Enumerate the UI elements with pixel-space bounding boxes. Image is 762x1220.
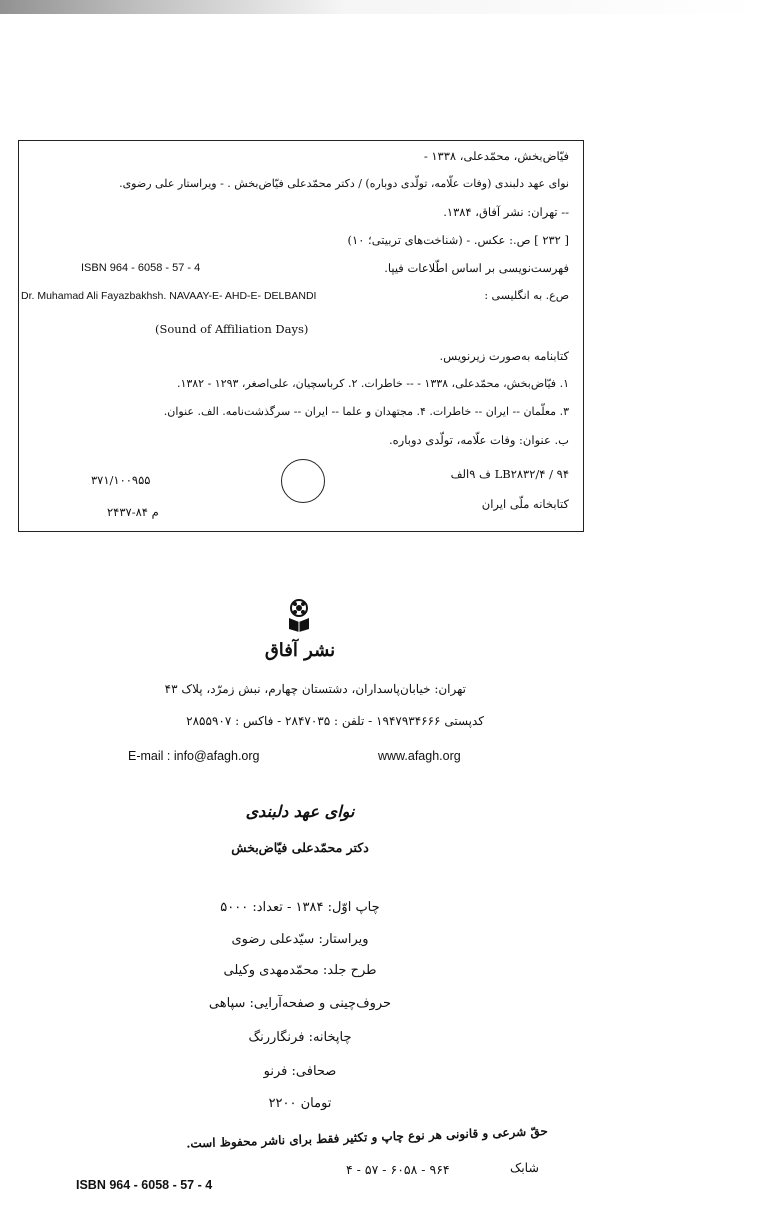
publisher-logo-icon: [286, 598, 312, 636]
cip-pages-line: [ ۲۳۲ ] ص.: عکس. - (شناخت‌های تربیتی؛ ۱۰): [347, 233, 569, 247]
cip-english-subtitle: (Sound of Affiliation Days): [155, 322, 309, 336]
book-printing-house: چاپخانه: فرنگاررنگ: [248, 1030, 352, 1045]
book-binding: صحافی: فرنو: [263, 1064, 337, 1079]
cip-subject-line-1: ۱. فیّاض‌بخش، محمّدعلی، ۱۳۳۸ - -- خاطرات. ۲. کرباسچیان، علی‌اصغر، ۱۲۹۳ - ۱۳۸۲.: [176, 377, 569, 390]
book-isbn: ISBN 964 - 6058 - 57 - 4: [76, 1178, 213, 1192]
cip-national-library: کتابخانه ملّی ایران: [481, 497, 569, 511]
book-shabak-number: ۴ - ۵۷ - ۶۰۵۸ - ۹۶۴: [346, 1162, 450, 1177]
cip-dewey-classification: ۳۷۱/۱۰۰۹۵۵: [91, 473, 151, 487]
book-cover-design: طرح جلد: محمّدمهدی وکیلی: [223, 963, 377, 978]
book-price: ۲۲۰۰ تومان: [268, 1096, 332, 1111]
cip-subject-line-2: ۳. معلّمان -- ایران -- خاطرات. ۴. مجتهدان و علما -- ایران -- سرگذشت‌نامه. الف. عنوان.: [163, 405, 569, 418]
cip-english-title-label: ص‌ع. به انگلیسی :: [484, 289, 569, 302]
book-edition: چاپ اوّل: ۱۳۸۴ - تعداد: ۵۰۰۰: [220, 900, 380, 915]
publisher-address: تهران: خیابان‌پاسداران، دشتستان چهارم، نبش زمرّد، پلاک ۴۳: [164, 682, 466, 696]
publisher-website: www.afagh.org: [378, 749, 461, 763]
cip-fipa-note: فهرست‌نویسی بر اساس اطّلاعات فیپا.: [384, 261, 569, 275]
book-rights-notice: حقّ شرعی و قانونی هر نوع چاپ و تکثیر فقط برای ناشر محفوظ است.: [186, 1124, 549, 1151]
book-author: دکتر محمّدعلی فیّاض‌بخش: [231, 840, 369, 855]
publisher-email: E-mail : info@afagh.org: [128, 749, 260, 763]
book-title: نوای عهد دلبندی: [245, 802, 355, 821]
cip-isbn: ISBN 964 - 6058 - 57 - 4: [81, 262, 201, 274]
cip-title-line: نوای عهد دلبندی (وفات علّامه، تولّدی دوباره) / دکتر محمّدعلی فیّاض‌بخش . - ویراستار علی رضوی.: [119, 177, 569, 190]
cip-imprint-line: -- تهران: نشر آفاق، ۱۳۸۴.: [443, 205, 569, 219]
cip-english-title: Dr. Muhamad Ali Fayazbakhsh. NAVAAY-E- AHD-E- DELBANDI: [21, 290, 317, 302]
publisher-name: نشر آفاق: [264, 640, 336, 661]
cip-circle-mark: [281, 459, 325, 503]
scan-edge-shadow: [0, 0, 762, 14]
book-typesetting: حروف‌چینی و صفحه‌آرایی: سپاهی: [208, 996, 392, 1011]
cip-lc-classification: LB۲۸۳۲/۴ / ۹۴ ف ۹الف: [450, 467, 569, 481]
book-shabak-label: شابک: [510, 1160, 539, 1175]
cip-bibliography-note: کتابنامه به‌صورت زیرنویس.: [439, 349, 569, 363]
cip-record-box: [18, 140, 584, 532]
cip-alt-title: ب. عنوان: وفات علّامه، تولّدی دوباره.: [389, 433, 569, 447]
book-editor: ویراستار: سیّدعلی رضوی: [231, 932, 369, 947]
cip-record-number: م ۸۴-۲۴۳۷: [107, 505, 159, 519]
publisher-contact: کدپستی ۱۹۴۷۹۳۴۶۶۶ - تلفن : ۲۸۴۷۰۳۵ - فاکس : ۲۸۵۵۹۰۷: [186, 714, 484, 728]
cip-author-line: فیّاض‌بخش، محمّدعلی، ۱۳۳۸ -: [423, 149, 569, 163]
